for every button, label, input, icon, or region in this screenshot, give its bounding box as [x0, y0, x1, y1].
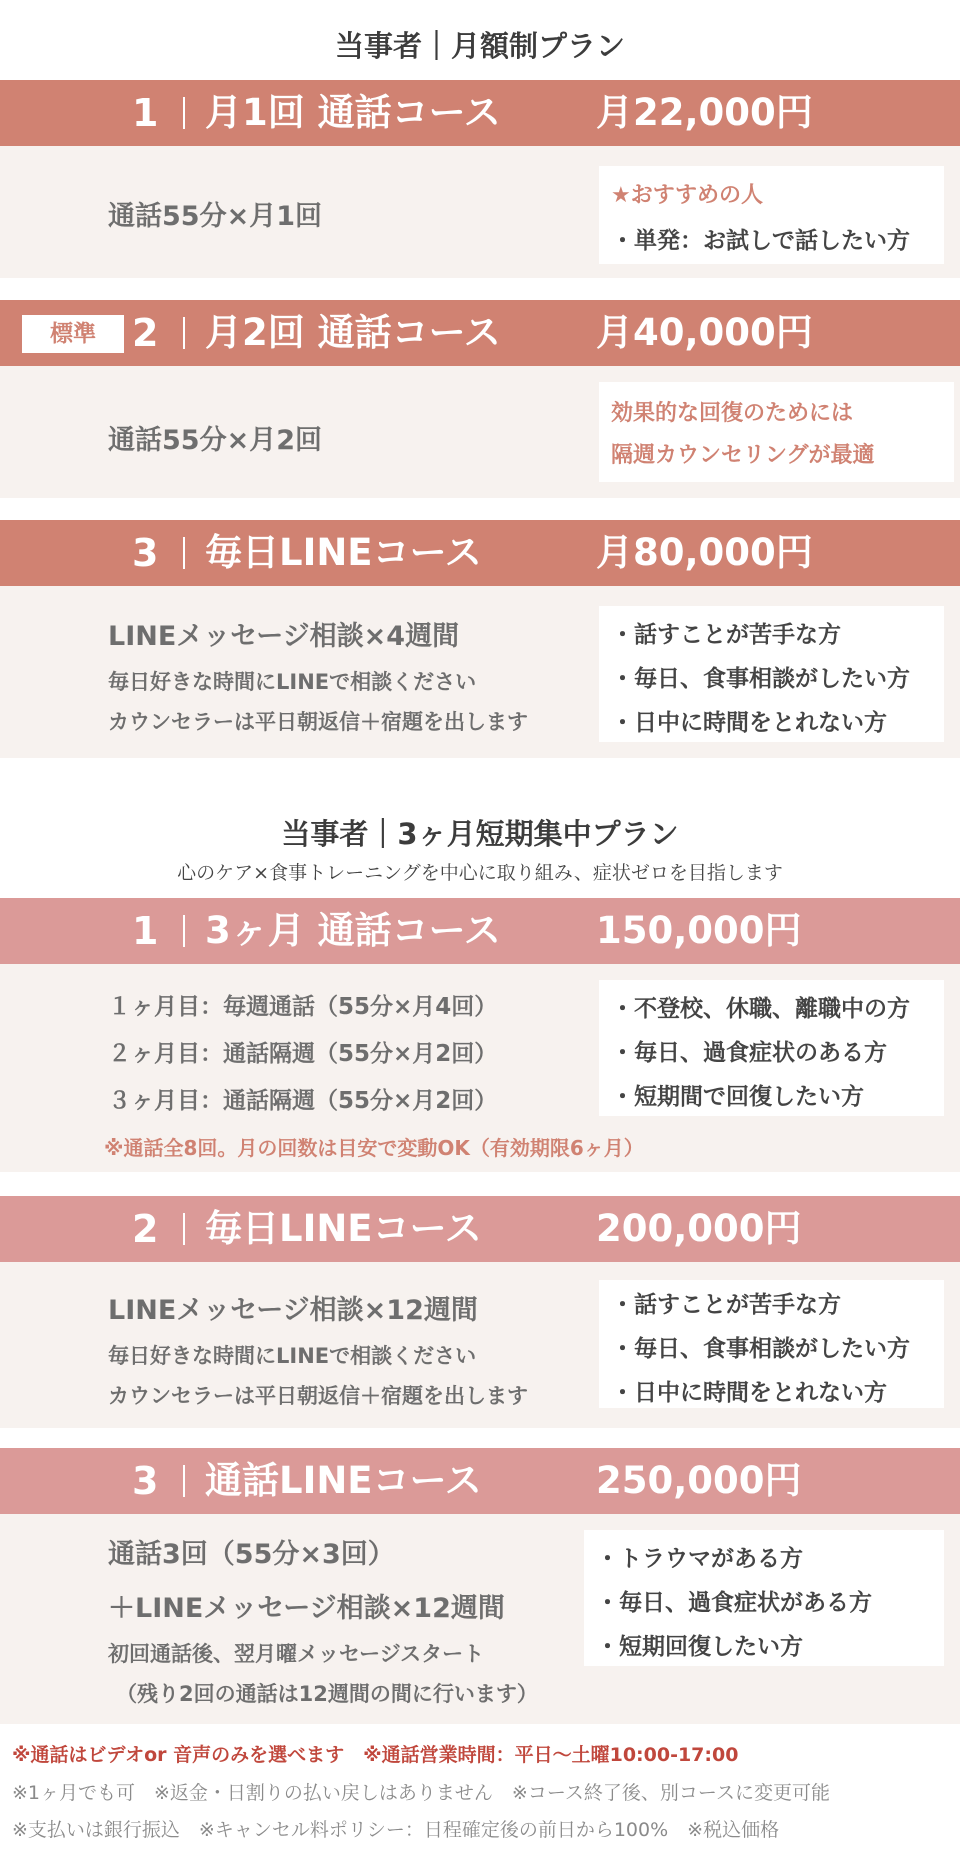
- plan-detail: ＋LINEメッセージ相談×12週間: [108, 1593, 505, 1624]
- plan-price: 150,000円: [596, 909, 802, 952]
- monthly-plan-2-panel: [0, 366, 960, 498]
- plan-detail: 毎日好きな時間にLINEで相談ください: [108, 1344, 477, 1368]
- recommend-box: [584, 1530, 944, 1666]
- plan-number: 1: [132, 909, 159, 953]
- monthly-section-title: 当事者｜月額制プラン: [334, 29, 625, 63]
- recommend-line: 効果的な回復のためには: [611, 401, 854, 426]
- recommend-heading: ★おすすめの人: [611, 183, 763, 208]
- plan-name: 通話LINEコース: [205, 1459, 482, 1502]
- plan-detail: 通話55分×月1回: [108, 201, 322, 232]
- monthly-plan-2-header: [0, 300, 960, 366]
- plan-price: 月40,000円: [596, 311, 813, 354]
- intensive-section-subtitle: 心のケア×食事トレーニングを中心に取り組み、症状ゼロを目指します: [177, 862, 783, 884]
- plan-detail: カウンセラーは平日朝返信＋宿題を出します: [108, 710, 528, 734]
- recommend-box: [599, 980, 944, 1116]
- recommend-box: [599, 166, 944, 264]
- plan-detail: ２ヶ月目：通話隔週（55分×月2回）: [108, 1041, 498, 1067]
- plan-name: 毎日LINEコース: [205, 1207, 482, 1250]
- monthly-plan-1-panel: [0, 146, 960, 278]
- recommend-item: ・日中に時間をとれない方: [611, 710, 887, 736]
- plan-detail: 毎日好きな時間にLINEで相談ください: [108, 670, 477, 694]
- recommend-item: ・トラウマがある方: [596, 1546, 803, 1572]
- footer-note-payment: ※支払いは銀行振込 ※キャンセル料ポリシー：日程確定後の前日から100% ※税込価格: [12, 1819, 780, 1841]
- intensive-plan-1-panel: [0, 964, 960, 1172]
- plan-number: 3: [132, 531, 159, 575]
- recommend-item: ・毎日、過食症状がある方: [596, 1590, 872, 1616]
- recommend-box: [599, 1280, 944, 1408]
- standard-badge: 標準: [22, 315, 124, 353]
- footer-note-refund: ※1ヶ月でも可 ※返金・日割りの払い戻しはありません ※コース終了後、別コースに変更可能: [12, 1782, 830, 1804]
- divider: [183, 915, 185, 947]
- recommend-item: ・毎日、食事相談がしたい方: [611, 1336, 910, 1362]
- divider: [183, 1465, 185, 1497]
- plan-detail: ３ヶ月目：通話隔週（55分×月2回）: [108, 1088, 498, 1114]
- plan-detail: 初回通話後、翌月曜メッセージスタート: [108, 1642, 485, 1666]
- intensive-plan-2-header: [0, 1196, 960, 1262]
- recommend-item: ・話すことが苦手な方: [611, 1292, 841, 1318]
- plan-name: 3ヶ月 通話コース: [205, 909, 501, 952]
- plan-name: 月1回 通話コース: [205, 91, 501, 134]
- intensive-plan-2-panel: [0, 1262, 960, 1428]
- divider: [183, 1213, 185, 1245]
- intensive-plan-1-header: [0, 898, 960, 964]
- plan-detail: （残り2回の通話は12週間の間に行います）: [116, 1682, 538, 1706]
- recommend-item: ・単発：お試しで話したい方: [611, 228, 910, 254]
- plan-name: 毎日LINEコース: [205, 531, 482, 574]
- plan-number: 1: [132, 91, 159, 135]
- recommend-item: ・日中に時間をとれない方: [611, 1380, 887, 1406]
- recommend-box: [599, 382, 954, 482]
- plan-name: 月2回 通話コース: [205, 311, 501, 354]
- recommend-line: 隔週カウンセリングが最適: [611, 443, 875, 468]
- intensive-section-title: 当事者｜3ヶ月短期集中プラン: [281, 817, 679, 851]
- plan-price: 月80,000円: [596, 531, 813, 574]
- monthly-plan-1-header: [0, 80, 960, 146]
- plan-note: ※通話全8回。月の回数は目安で変動OK（有効期限6ヶ月）: [104, 1136, 644, 1160]
- plan-detail: １ヶ月目：毎週通話（55分×月4回）: [108, 994, 498, 1020]
- intensive-plan-3-header: [0, 1448, 960, 1514]
- footer-note-call: ※通話はビデオor 音声のみを選べます ※通話営業時間：平日〜土曜10:00-17:00: [12, 1744, 739, 1766]
- recommend-item: ・毎日、食事相談がしたい方: [611, 666, 910, 692]
- divider: [183, 537, 185, 569]
- recommend-item: ・不登校、休職、離職中の方: [611, 996, 910, 1022]
- monthly-plan-3-header: [0, 520, 960, 586]
- monthly-plan-3-panel: [0, 586, 960, 758]
- recommend-item: ・短期回復したい方: [596, 1634, 803, 1660]
- divider: [183, 317, 185, 349]
- plan-detail: 通話3回（55分×3回）: [108, 1539, 395, 1570]
- plan-number: 2: [132, 1207, 159, 1251]
- recommend-item: ・短期間で回復したい方: [611, 1084, 864, 1110]
- plan-detail: 通話55分×月2回: [108, 425, 322, 456]
- plan-number: 3: [132, 1459, 159, 1503]
- plan-detail: LINEメッセージ相談×12週間: [108, 1295, 478, 1326]
- plan-price: 200,000円: [596, 1207, 802, 1250]
- recommend-item: ・毎日、過食症状のある方: [611, 1040, 887, 1066]
- recommend-box: [599, 606, 944, 742]
- plan-detail: LINEメッセージ相談×4週間: [108, 621, 460, 652]
- recommend-item: ・話すことが苦手な方: [611, 622, 841, 648]
- plan-price: 月22,000円: [596, 91, 813, 134]
- plan-detail: カウンセラーは平日朝返信＋宿題を出します: [108, 1384, 528, 1408]
- intensive-plan-3-panel: [0, 1514, 960, 1724]
- plan-number: 2: [132, 311, 159, 355]
- divider: [183, 97, 185, 129]
- plan-price: 250,000円: [596, 1459, 802, 1502]
